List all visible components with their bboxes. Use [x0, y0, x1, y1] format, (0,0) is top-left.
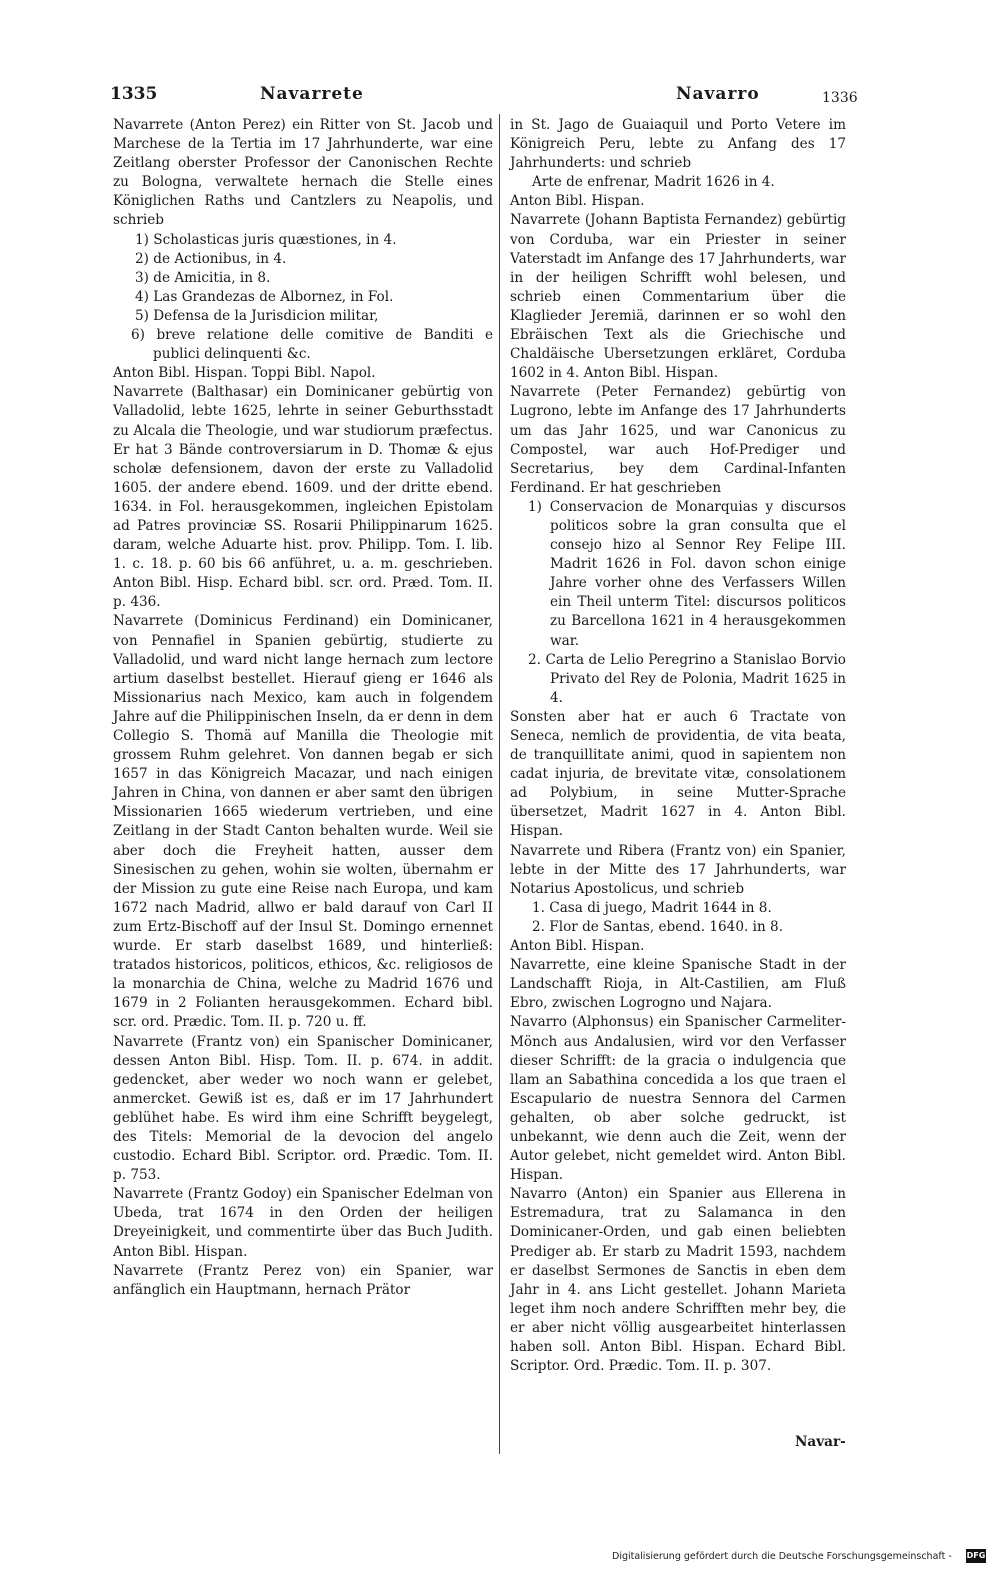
- entry-navarro-anton: Navarro (Anton) ein Spanier aus Ellerena in Estremadura, trat zu Salamanca in den Dominicaner-Orden, und gab einen beliebten Prediger ab. Er starb zu Madrit 1593, nachdem er daselbst Sermones de Sanctis in eben dem Jahr in 4. ans Licht gestellet. Johann Marieta leget ihm noch andere Schrifften mehr bey, die er aber nicht völlig ausgearbeitet hinterlassen haben soll. Anton Bibl. Hispan. Echard Bibl. Scriptor. Ord. Prædic. Tom. II. p. 307.: [510, 1186, 846, 1375]
- dfg-logo: DFG: [966, 1549, 986, 1563]
- page-header: [110, 84, 880, 110]
- reference-line: Anton Bibl. Hispan.: [510, 938, 645, 955]
- catchword: Navar-: [795, 1434, 846, 1450]
- entry-navarrete-balthasar: Navarrete (Balthasar) ein Dominicaner gebürtig von Valladolid, lebte 1625, lehrte in seiner Geburthsstadt zu Alcala die Theologie, und war studiorum præfectus. Er hat 3 Bände controversiarum in D. Thomæ & ejus scholæ defensionem, davon der erste zu Valladolid 1605. der andere ebend. 1609. und der dritte ebend. 1634. in Fol. herausgekommen, ingleichen Epistolam ad Patres provinciæ SS. Rosarii Philippinarum 1625. daram, welche Aduarte hist. prov. Philipp. Tom. I. lib. 1. c. 18. p. 60 bis 66 anführet, u. a. m. geschrieben. Anton Bibl. Hisp. Echard bibl. scr. ord. Præd. Tom. II. p. 436.: [113, 384, 493, 611]
- digitization-credit: Digitalisierung gefördert durch die Deutsche Forschungsgemeinschaft -: [612, 1551, 952, 1562]
- list-item: 2. Carta de Lelio Peregrino a Stanislao Borvio Privato del Rey de Polonia, Madrit 1625 in 4.: [528, 651, 846, 706]
- right-running-head: Navarro: [676, 84, 760, 104]
- list-item: 1. Casa di juego, Madrit 1644 in 8.: [532, 899, 772, 916]
- list-item: 2. Flor de Santas, ebend. 1640. in 8.: [532, 918, 784, 935]
- list-item: 4) Las Grandezas de Albornez, in Fol.: [135, 288, 394, 305]
- entry-navarrete-peter: Navarrete (Peter Fernandez) gebürtig von Lugrono, lebte im Anfange des 17 Jahrhunderts um das Jahr 1625, und war Canonicus zu Compostel, war auch Hof-Prediger und Secretarius, bey dem Cardinal-Infanten Ferdinand. Er hat geschrieben: [510, 384, 846, 496]
- list-item: 3) de Amicitia, in 8.: [135, 269, 271, 286]
- list-item: 2) de Actionibus, in 4.: [135, 250, 287, 267]
- left-column: [113, 116, 493, 1300]
- entry-navarrette-stadt: Navarrette, eine kleine Spanische Stadt in der Landschafft Rioja, in Alt-Castilien, am Fluß Ebro, zwischen Logrogno und Najara.: [510, 957, 846, 1012]
- list-item: Arte de enfrenar, Madrit 1626 in 4.: [532, 174, 775, 191]
- entry-navarro-alphonsus: Navarro (Alphonsus) ein Spanischer Carmeliter-Mönch aus Andalusien, wird vor den Verfasser dieser Schrifft: de la gracia o indulgencia que llam an Sabathina concedida a los que traen el Escapulario de nuestra Sennora del Carmen gehalten, ob aber solche gedruckt, ist unbekannt, wie denn auch die Zeit, wenn der Autor gelebet, nicht gemeldet wird. Anton Bibl. Hispan.: [510, 1014, 846, 1184]
- list-item: 5) Defensa de la Jurisdicion militar,: [135, 307, 379, 324]
- right-page-number: 1336: [822, 90, 858, 106]
- entry-navarrete-frantz-godoy: Navarrete (Frantz Godoy) ein Spanischer Edelman von Ubeda, trat 1674 in den Orden der heiligen Dreyeinigkeit, und commentirte über das Buch Judith. Anton Bibl. Hispan.: [113, 1186, 493, 1260]
- reference-line: Anton Bibl. Hispan.: [510, 193, 645, 210]
- left-page-number: 1335: [110, 84, 158, 104]
- entry-navarrete-frantz: Navarrete (Frantz von) ein Spanischer Dominicaner, dessen Anton Bibl. Hisp. Tom. II. p. 674. in addit. gedencket, aber weder wo noch wann er gelebet, anmercket. Gewiß ist es, daß er im 17 Jahrhundert geblühet habe. Es wird ihm eine Schrifft beygelegt, des Titels: Memorial de la devocion del angelo custodio. Echard Bibl. Scriptor. ord. Prædic. Tom. II. p. 753.: [113, 1033, 493, 1184]
- reference-line: Anton Bibl. Hispan. Toppi Bibl. Napol.: [113, 365, 376, 382]
- entry-navarrete-ribera: Navarrete und Ribera (Frantz von) ein Spanier, lebte in der Mitte des 17 Jahrhunderts, war Notarius Apostolicus, und schrieb: [510, 842, 846, 897]
- column-divider: [499, 114, 500, 1454]
- list-item: 1) Scholasticas juris quæstiones, in 4.: [135, 231, 397, 248]
- left-running-head: Navarrete: [260, 84, 364, 104]
- entry-navarrete-dominicus: Navarrete (Dominicus Ferdinand) ein Dominicaner, von Pennafiel in Spanien gebürtig, studierte zu Valladolid, und ward nicht lange hernach zum lectore artium daselbst bestellet. Hierauf gieng er 1646 als Missionarius nach Mexico, kam auch in folgendem Jahre auf die Philippinischen Inseln, da er denn in dem Collegio S. Thomä auf Manilla die Theologie mit grossem Ruhm gelehret. Von dannen begab er sich 1657 in das Königreich Macazar, und nach einigen Jahren in China, von dannen er aber samt den übrigen Missionarien 1665 wiederum vertrieben, und eine Zeitlang in der Stadt Canton behalten wurde. Weil sie aber doch die Freyheit hatten, ausser dem Sinesischen zu gehen, wohin sie wolten, übernahm er der Mission zu gute eine Reise nach Europa, und kam 1672 nach Madrid, allwo er bald darauf von Carl II zum Ertz-Bischoff auf der Insul St. Domingo ernennet wurde. Er starb daselbst 1689, und hinterließ: tratados historicos, politicos, ethicos, &c. religiosos de la monarchia de China, welche zu Madrid 1676 und 1679 in 2 Folianten herausgekommen. Echard bibl. scr. ord. Prædic. Tom. II. p. 720 u. ff.: [113, 613, 493, 1031]
- list-item: 1) Conservacion de Monarquias y discursos politicos sobre la gran consulta que el consejo hizo al Sennor Rey Felipe III. Madrit 1626 in Fol. davon schon einige Jahre vorher ohne des Verfassers Willen ein Theil unterm Titel: discursos politicos zu Barcellona 1621 in 4 herausgekommen war.: [528, 498, 846, 649]
- right-column: [510, 116, 846, 1376]
- entry-navarrete-frantz-perez: Navarrete (Frantz Perez von) ein Spanier, war anfänglich ein Hauptmann, hernach Prätor: [113, 1262, 493, 1298]
- entry-navarrete-anton: Navarrete (Anton Perez) ein Ritter von St. Jacob und Marchese de la Tertia im 17 Jahrhunderte, war eine Zeitlang oberster Professor der Canonischen Rechte zu Bologna, verwaltete hernach die Stelle eines Königlichen Raths und Cantzlers zu Neapolis, und schrieb: [113, 117, 493, 229]
- list-item: 6) breve relatione delle comitive de Banditi e publici delinquenti &c.: [131, 327, 493, 363]
- entry-navarrete-johann: Navarrete (Johann Baptista Fernandez) gebürtig von Corduba, war ein Priester in seiner Vaterstadt im Anfange des 17 Jahrhunderts, war in der heiligen Schrifft wohl belesen, und schrieb einen Commentarium über die Klaglieder Jeremiä, darinnen er so wohl den Ebräischen Text als die Griechische und Chaldäische Ubersetzungen erkläret, Corduba 1602 in 4. Anton Bibl. Hispan.: [510, 212, 846, 382]
- entry-continuation: Sonsten aber hat er auch 6 Tractate von Seneca, nemlich de providentia, de vita beata, de tranquillitate animi, quod in sapientem non cadat injuria, de brevitate vitæ, consolationem ad Polybium, in seine Mutter-Sprache übersetzet, Madrit 1627 in 4. Anton Bibl. Hispan.: [510, 708, 846, 840]
- entry-continuation: in St. Jago de Guaiaquil und Porto Vetere im Königreich Peru, lebte zu Anfang des 17 Jahrhunderts: und schrieb: [510, 117, 846, 172]
